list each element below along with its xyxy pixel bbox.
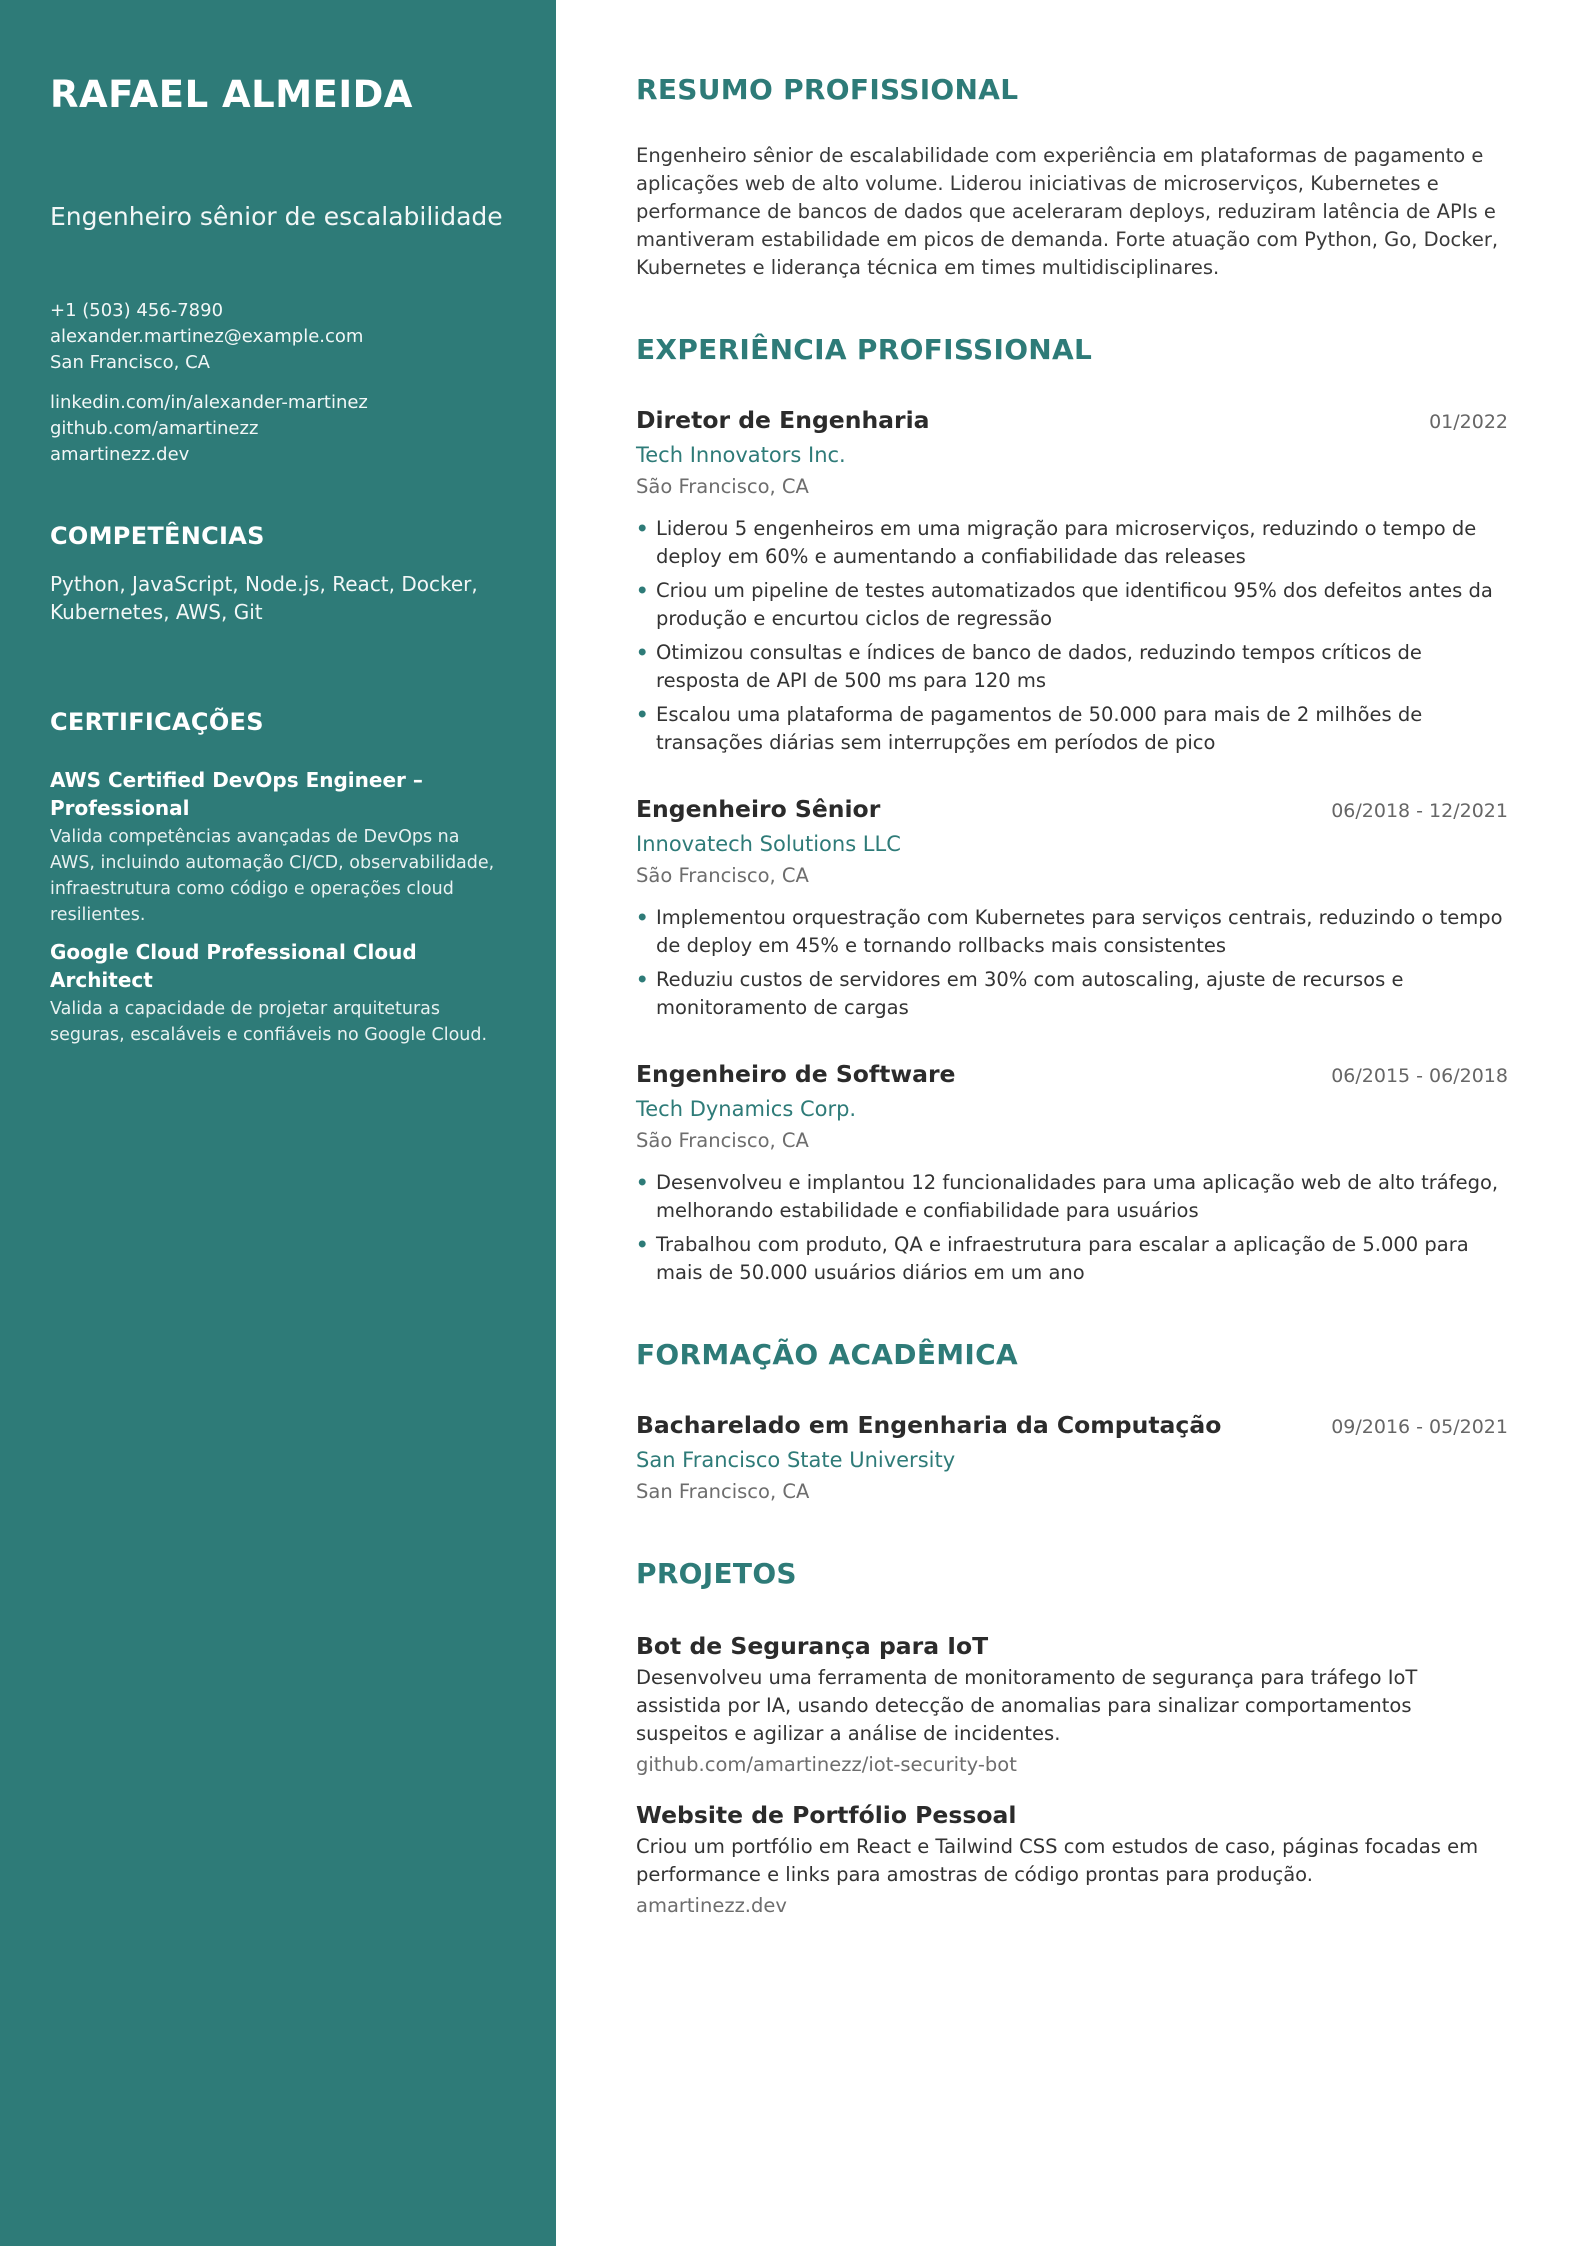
linkedin-link[interactable]: linkedin.com/in/alexander-martinez <box>50 392 368 413</box>
education-date: 09/2016 - 05/2021 <box>1331 1416 1508 1438</box>
education-heading: FORMAÇÃO ACADÊMICA <box>636 1338 1018 1371</box>
job-bullet-text: Desenvolveu e implantou 12 funcionalidades para uma aplicação web de alto tráfego, melhorando estabilidade e confiabilidade para usuários <box>656 1171 1499 1222</box>
job-title: Engenheiro de Software <box>636 1060 956 1088</box>
bullet-icon: • <box>636 579 649 602</box>
bullet-icon: • <box>636 906 649 929</box>
job-date: 01/2022 <box>1429 411 1508 433</box>
job-company: Tech Innovators Inc. <box>636 443 846 467</box>
education-section <box>636 1337 1508 1506</box>
bullet-icon: • <box>636 968 649 991</box>
email-address: alexander.martinez@example.com <box>50 326 364 347</box>
summary-heading: RESUMO PROFISSIONAL <box>636 73 1019 106</box>
job-location: São Francisco, CA <box>636 1129 809 1152</box>
summary-section <box>636 72 1508 282</box>
job-bullet-text: Implementou orquestração com Kubernetes para serviços centrais, reduzindo o tempo de deploy em 45% e tornando rollbacks mais consistentes <box>656 906 1503 957</box>
project-entry <box>636 1630 1508 1779</box>
job-company: Innovatech Solutions LLC <box>636 832 901 856</box>
certifications-heading: CERTIFICAÇÕES <box>50 708 264 736</box>
job-bullets <box>636 1169 1508 1287</box>
skills-list: Python, JavaScript, Node.js, React, Docker, Kubernetes, AWS, Git <box>50 572 478 624</box>
experience-heading: EXPERIÊNCIA PROFISSIONAL <box>636 333 1093 366</box>
job-bullet-text: Trabalhou com produto, QA e infraestrutura para escalar a aplicação de 5.000 para mais de 50.000 usuários diários em um ano <box>656 1233 1469 1284</box>
location: San Francisco, CA <box>50 352 210 373</box>
certifications-list <box>50 766 506 1048</box>
project-description: Desenvolveu uma ferramenta de monitoramento de segurança para tráfego IoT assistida por IA, usando detecção de anomalias para sinalizar comportamentos suspeitos e agilizar a análise de incidentes. <box>636 1666 1418 1745</box>
degree-title: Bacharelado em Engenharia da Computação <box>636 1411 1222 1439</box>
project-title: Bot de Segurança para IoT <box>636 1632 989 1660</box>
github-link[interactable]: github.com/amartinezz <box>50 418 259 439</box>
job-bullet-text: Reduziu custos de servidores em 30% com autoscaling, ajuste de recursos e monitoramento de cargas <box>656 968 1404 1019</box>
job-bullet-text: Otimizou consultas e índices de banco de dados, reduzindo tempos críticos de resposta de API de 500 ms para 120 ms <box>656 641 1422 692</box>
bullet-icon: • <box>636 641 649 664</box>
contact-info <box>50 298 506 376</box>
project-title: Website de Portfólio Pessoal <box>636 1801 1017 1829</box>
job-bullet-text: Criou um pipeline de testes automatizados que identificou 95% dos defeitos antes da produção e encurtou ciclos de regressão <box>656 579 1493 630</box>
job-title: Diretor de Engenharia <box>636 406 930 434</box>
certification-title: AWS Certified DevOps Engineer – Professional <box>50 768 423 820</box>
project-entry <box>636 1799 1508 1920</box>
job-bullets <box>636 904 1508 1022</box>
job-bullet <box>636 1169 1508 1225</box>
job-date: 06/2018 - 12/2021 <box>1331 800 1508 822</box>
job-bullets <box>636 515 1508 757</box>
project-description: Criou um portfólio em React e Tailwind CSS com estudos de caso, páginas focadas em performance e links para amostras de código prontas para produção. <box>636 1835 1479 1886</box>
project-link[interactable]: github.com/amartinezz/iot-security-bot <box>636 1753 1017 1776</box>
school-name: San Francisco State University <box>636 1448 956 1472</box>
candidate-name: RAFAEL ALMEIDA <box>50 73 413 116</box>
job-company: Tech Dynamics Corp. <box>636 1097 857 1121</box>
school-location: San Francisco, CA <box>636 1480 810 1503</box>
bullet-icon: • <box>636 517 649 540</box>
job-location: São Francisco, CA <box>636 864 809 887</box>
job-bullet <box>636 515 1508 571</box>
certification-description: Valida competências avançadas de DevOps na AWS, incluindo automação CI/CD, observabilidade, infraestrutura como código e operações cloud resilientes. <box>50 827 495 925</box>
website-link[interactable]: amartinezz.dev <box>50 444 190 465</box>
candidate-headline: Engenheiro sênior de escalabilidade <box>50 202 503 231</box>
experience-section <box>636 332 1508 1287</box>
job-bullet <box>636 701 1508 757</box>
bullet-icon: • <box>636 1171 649 1194</box>
job-entry <box>636 793 1508 1022</box>
job-location: São Francisco, CA <box>636 475 809 498</box>
job-title: Engenheiro Sênior <box>636 795 881 823</box>
certification-item <box>50 938 506 1048</box>
job-bullet <box>636 966 1508 1022</box>
bullet-icon: • <box>636 703 649 726</box>
sidebar <box>0 0 556 2246</box>
job-bullet <box>636 577 1508 633</box>
bullet-icon: • <box>636 1233 649 1256</box>
skills-heading: COMPETÊNCIAS <box>50 522 265 550</box>
job-bullet <box>636 639 1508 695</box>
job-entry <box>636 404 1508 757</box>
phone-number: +1 (503) 456-7890 <box>50 300 224 321</box>
certification-title: Google Cloud Professional Cloud Architect <box>50 940 417 992</box>
job-bullet <box>636 1231 1508 1287</box>
job-bullet <box>636 904 1508 960</box>
job-bullet-text: Liderou 5 engenheiros em uma migração para microserviços, reduzindo o tempo de deploy em 60% e aumentando a confiabilidade das releases <box>656 517 1477 568</box>
certification-description: Valida a capacidade de projetar arquiteturas seguras, escaláveis e confiáveis no Google Cloud. <box>50 999 488 1045</box>
summary-text: Engenheiro sênior de escalabilidade com experiência em plataformas de pagamento e aplicações web de alto volume. Liderou iniciativas de microserviços, Kubernetes e performance de bancos de dados que aceleraram deploys, reduziram latência de APIs e mantiveram estabilidade em picos de demanda. Forte atuação com Python, Go, Docker, Kubernetes e liderança técnica em times multidisciplinares. <box>636 144 1499 279</box>
projects-heading: PROJETOS <box>636 1557 797 1590</box>
job-date: 06/2015 - 06/2018 <box>1331 1065 1508 1087</box>
certification-item <box>50 766 506 928</box>
projects-section <box>636 1556 1508 1920</box>
education-entry <box>636 1409 1508 1506</box>
main-content <box>636 0 1508 1920</box>
profile-links <box>50 390 506 468</box>
job-entry <box>636 1058 1508 1287</box>
job-bullet-text: Escalou uma plataforma de pagamentos de 50.000 para mais de 2 milhões de transações diárias sem interrupções em períodos de pico <box>656 703 1423 754</box>
project-link[interactable]: amartinezz.dev <box>636 1894 787 1917</box>
